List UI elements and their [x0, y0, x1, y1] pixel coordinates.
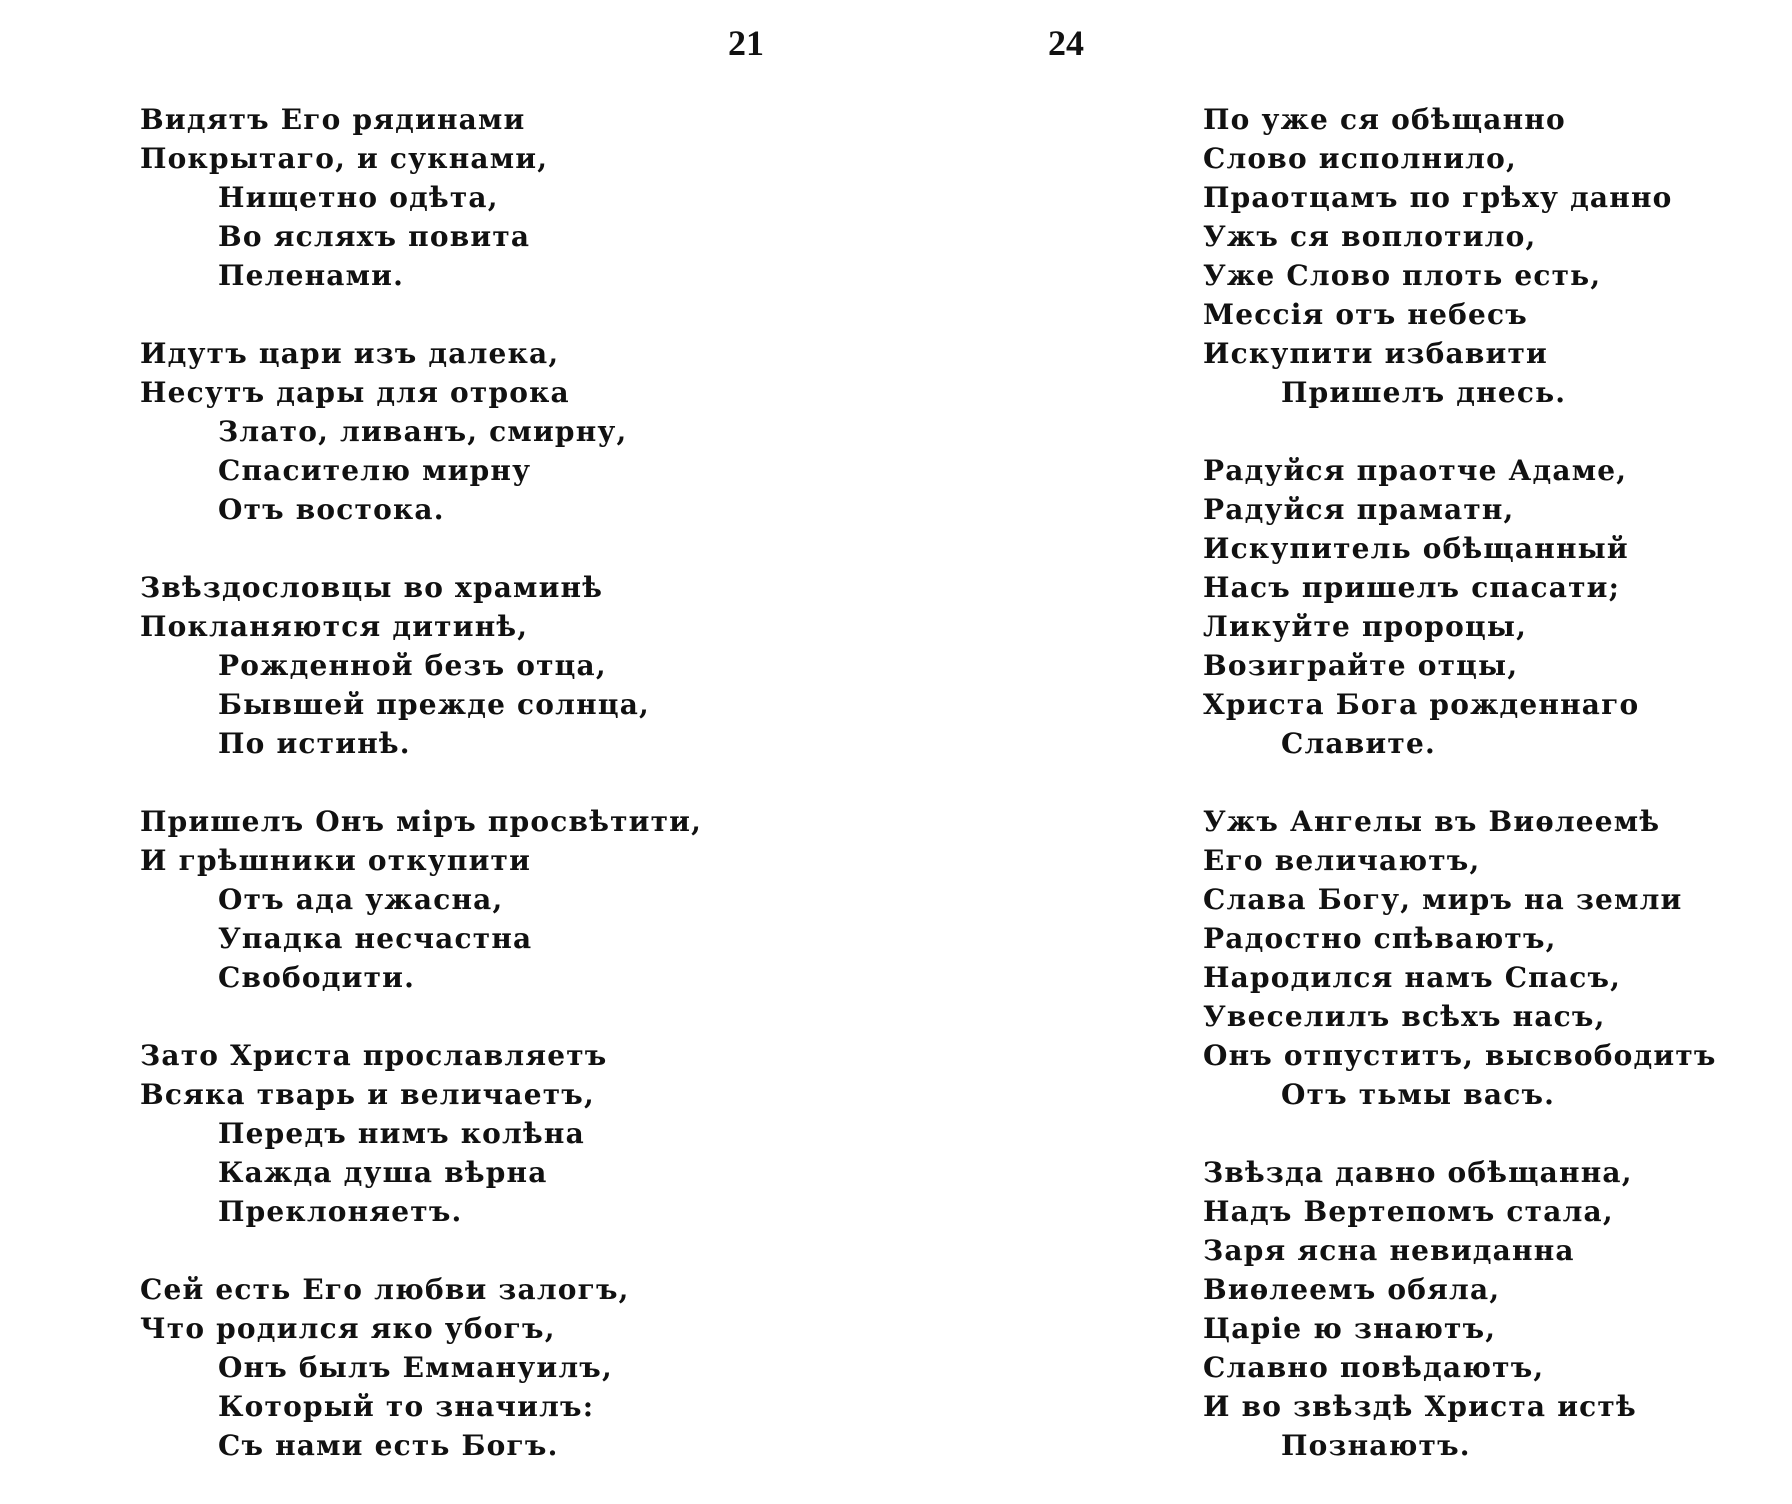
verse-line: Славите. [1281, 727, 1436, 760]
stanza [140, 1036, 702, 1231]
verse-line: Слава Богу, миръ на земли [1203, 883, 1683, 916]
verse-line: По уже ся обѣщанно [1203, 103, 1566, 136]
verse-line: Славно повѣдаютъ, [1203, 1351, 1545, 1384]
verse-line: Надъ Вертепомъ стала, [1203, 1195, 1614, 1228]
verse-line: Съ нами есть Богъ. [218, 1429, 559, 1462]
verse-line: Во ясляхъ повита [218, 220, 531, 253]
verse-line: Искупити избавити [1203, 337, 1548, 370]
verse-line: Преклоняетъ. [218, 1195, 463, 1228]
verse-line: Отъ тьмы васъ. [1281, 1078, 1556, 1111]
verse-line: Виѳлеемъ обяла, [1203, 1273, 1501, 1306]
verse-line: Упадка несчастна [218, 922, 533, 955]
verse-line: Пришелъ днесь. [1281, 376, 1567, 409]
verse-line: Зато Христа прославляетъ [140, 1039, 608, 1072]
stanza [140, 100, 702, 295]
verse-line: Слово исполнило, [1203, 142, 1517, 175]
stanza [1203, 1153, 1717, 1465]
verse-line: Пришелъ Онъ міръ просвѣтити, [140, 805, 703, 838]
verse-line: И во звѣздѣ Христа истѣ [1203, 1390, 1637, 1423]
verse-line: Христа Бога рожденнаго [1203, 688, 1640, 721]
verse-line: Несутъ дары для отрока [140, 376, 570, 409]
verse-line: Отъ востока. [218, 493, 445, 526]
verse-line: Покрытаго, и сукнами, [140, 142, 549, 175]
verse-line: Праотцамъ по грѣху данно [1203, 181, 1673, 214]
verse-line: Уже Слово плоть есть, [1203, 259, 1602, 292]
stanza [140, 334, 702, 529]
verse-line: Всяка тварь и величаетъ, [140, 1078, 595, 1111]
stanza [140, 1270, 702, 1465]
verse-line: Ликуйте пророцы, [1203, 610, 1528, 643]
verse-line: Спасителю мирну [218, 454, 532, 487]
page-number-left: 21 [728, 23, 764, 63]
verse-line: Увеселилъ всѣхъ насъ, [1203, 1000, 1606, 1033]
verse-line: Видятъ Его рядинами [140, 103, 526, 136]
verse-line: Познаютъ. [1281, 1429, 1471, 1462]
stanza [1203, 451, 1717, 763]
verse-line: Передъ нимъ колѣна [218, 1117, 585, 1150]
verse-line: Радуйся праматн, [1203, 493, 1515, 526]
verse-line: Онъ отпуститъ, высвободитъ [1203, 1039, 1717, 1072]
verse-line: Сей есть Его любви залогъ, [140, 1273, 630, 1306]
verse-line: Ужъ Ангелы въ Виѳлеемѣ [1203, 805, 1661, 838]
verse-line: Радостно спѣваютъ, [1203, 922, 1557, 955]
verse-line: Свободити. [218, 961, 416, 994]
verse-line: Искупитель обѣщанный [1203, 532, 1629, 565]
verse-line: Ужъ ся воплотило, [1203, 220, 1537, 253]
verse-line: Отъ ада ужасна, [218, 883, 504, 916]
verse-line: Кажда душа вѣрна [218, 1156, 548, 1189]
stanza [140, 802, 702, 997]
stanza [140, 568, 702, 763]
verse-line: Звѣзда давно обѣщанна, [1203, 1156, 1633, 1189]
verse-line: И грѣшники откупити [140, 844, 532, 877]
verse-line: Мессія отъ небесъ [1203, 298, 1528, 331]
verse-line: Радуйся праотче Адаме, [1203, 454, 1628, 487]
verse-line: Рожденной безъ отца, [218, 649, 607, 682]
verse-line: Его величаютъ, [1203, 844, 1481, 877]
verse-line: Бывшей прежде солнца, [218, 688, 650, 721]
verse-line: Который то значилъ: [218, 1390, 595, 1423]
verse-line: Что родился яко убогъ, [140, 1312, 556, 1345]
verse-line: Царіе ю знаютъ, [1203, 1312, 1497, 1345]
stanza [1203, 100, 1717, 412]
verse-line: Заря ясна невиданна [1203, 1234, 1575, 1267]
right-column [1203, 100, 1717, 1504]
verse-line: Насъ пришелъ спасати; [1203, 571, 1621, 604]
verse-line: Возиграйте отцы, [1203, 649, 1519, 682]
page-number-right: 24 [1048, 23, 1084, 63]
left-column [140, 100, 702, 1504]
verse-line: Нищетно одѣта, [218, 181, 499, 214]
verse-line: Покланяются дитинѣ, [140, 610, 529, 643]
verse-line: Звѣздословцы во храминѣ [140, 571, 604, 604]
verse-line: Народился намъ Спасъ, [1203, 961, 1622, 994]
verse-line: Идутъ цари изъ далека, [140, 337, 560, 370]
verse-line: Пеленами. [218, 259, 405, 292]
stanza [1203, 802, 1717, 1114]
verse-line: Онъ былъ Еммануилъ, [218, 1351, 613, 1384]
verse-line: По истинѣ. [218, 727, 411, 760]
verse-line: Злато, ливанъ, смирну, [218, 415, 628, 448]
